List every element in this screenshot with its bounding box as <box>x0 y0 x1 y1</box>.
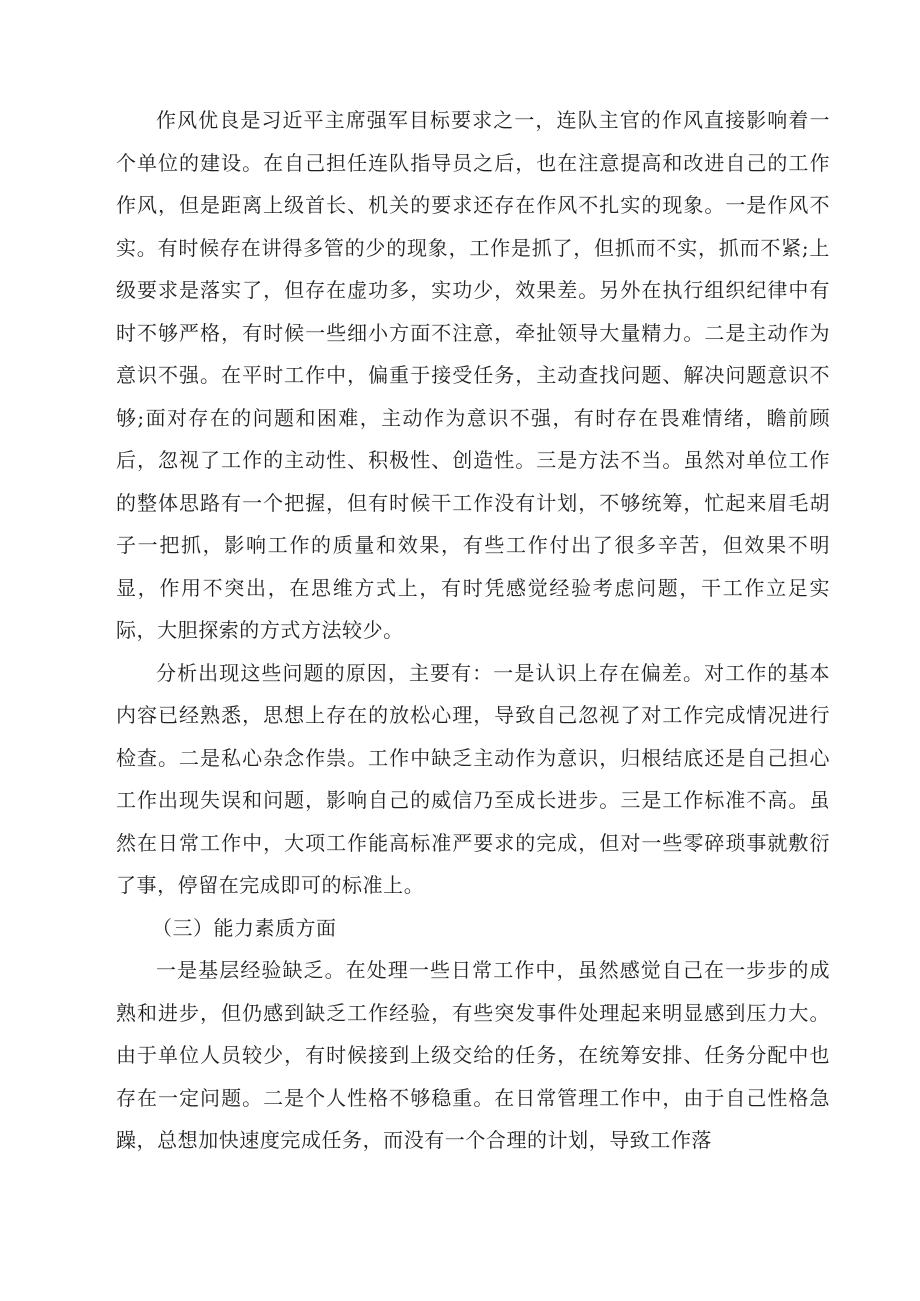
section-heading: （三）能力素质方面 <box>152 915 337 940</box>
paragraph-ability: 一是基层经验缺乏。在处理一些日常工作中，虽然感觉自己在一步步的成熟和进步，但仍感到缺乏工作经验，有些突发事件处理起来明显感到压力大。由于单位人员较少，有时候接到上级交给的任务，在统筹安排、任务分配中也存在一定问题。二是个人性格不够稳重。在日常管理工作中，由于自己性格急躁，总想加快速度完成任务，而没有一个合理的计划，导致工作落 <box>116 958 830 1152</box>
paragraph-work-style: 作风优良是习近平主席强军目标要求之一，连队主官的作风直接影响着一个单位的建设。在自己担任连队指导员之后，也在注意提高和改进自己的工作作风，但是距离上级首长、机关的要求还存在作风不扎实的现象。一是作风不实。有时候存在讲得多管的少的现象，工作是抓了，但抓而不实，抓而不紧;上级要求是落实了，但存在虚功多，实功少，效果差。另外在执行组织纪律中有时不够严格，有时候一些细小方面不注意，牵扯领导大量精力。二是主动作为意识不强。在平时工作中，偏重于接受任务，主动查找问题、解决问题意识不够;面对存在的问题和困难，主动作为意识不强，有时存在畏难情绪，瞻前顾后，忽视了工作的主动性、积极性、创造性。三是方法不当。虽然对单位工作的整体思路有一个把握，但有时候干工作没有计划，不够统筹，忙起来眉毛胡子一把抓，影响工作的质量和效果，有些工作付出了很多辛苦，但效果不明显，作用不突出，在思维方式上，有时凭感觉经验考虑问题，干工作立足实际，大胆探索的方式方法较少。 <box>116 108 830 642</box>
document-page <box>116 99 830 1162</box>
paragraph-cause-analysis: 分析出现这些问题的原因，主要有：一是认识上存在偏差。对工作的基本内容已经熟悉，思想上存在的放松心理，导致自己忽视了对工作完成情况进行检查。二是私心杂念作祟。工作中缺乏主动作为意识，归根结底还是自己担心工作出现失误和问题，影响自己的威信乃至成长进步。三是工作标准不高。虽然在日常工作中，大项工作能高标准严要求的完成，但对一些零碎琐事就敷衍了事，停留在完成即可的标准上。 <box>116 660 830 897</box>
